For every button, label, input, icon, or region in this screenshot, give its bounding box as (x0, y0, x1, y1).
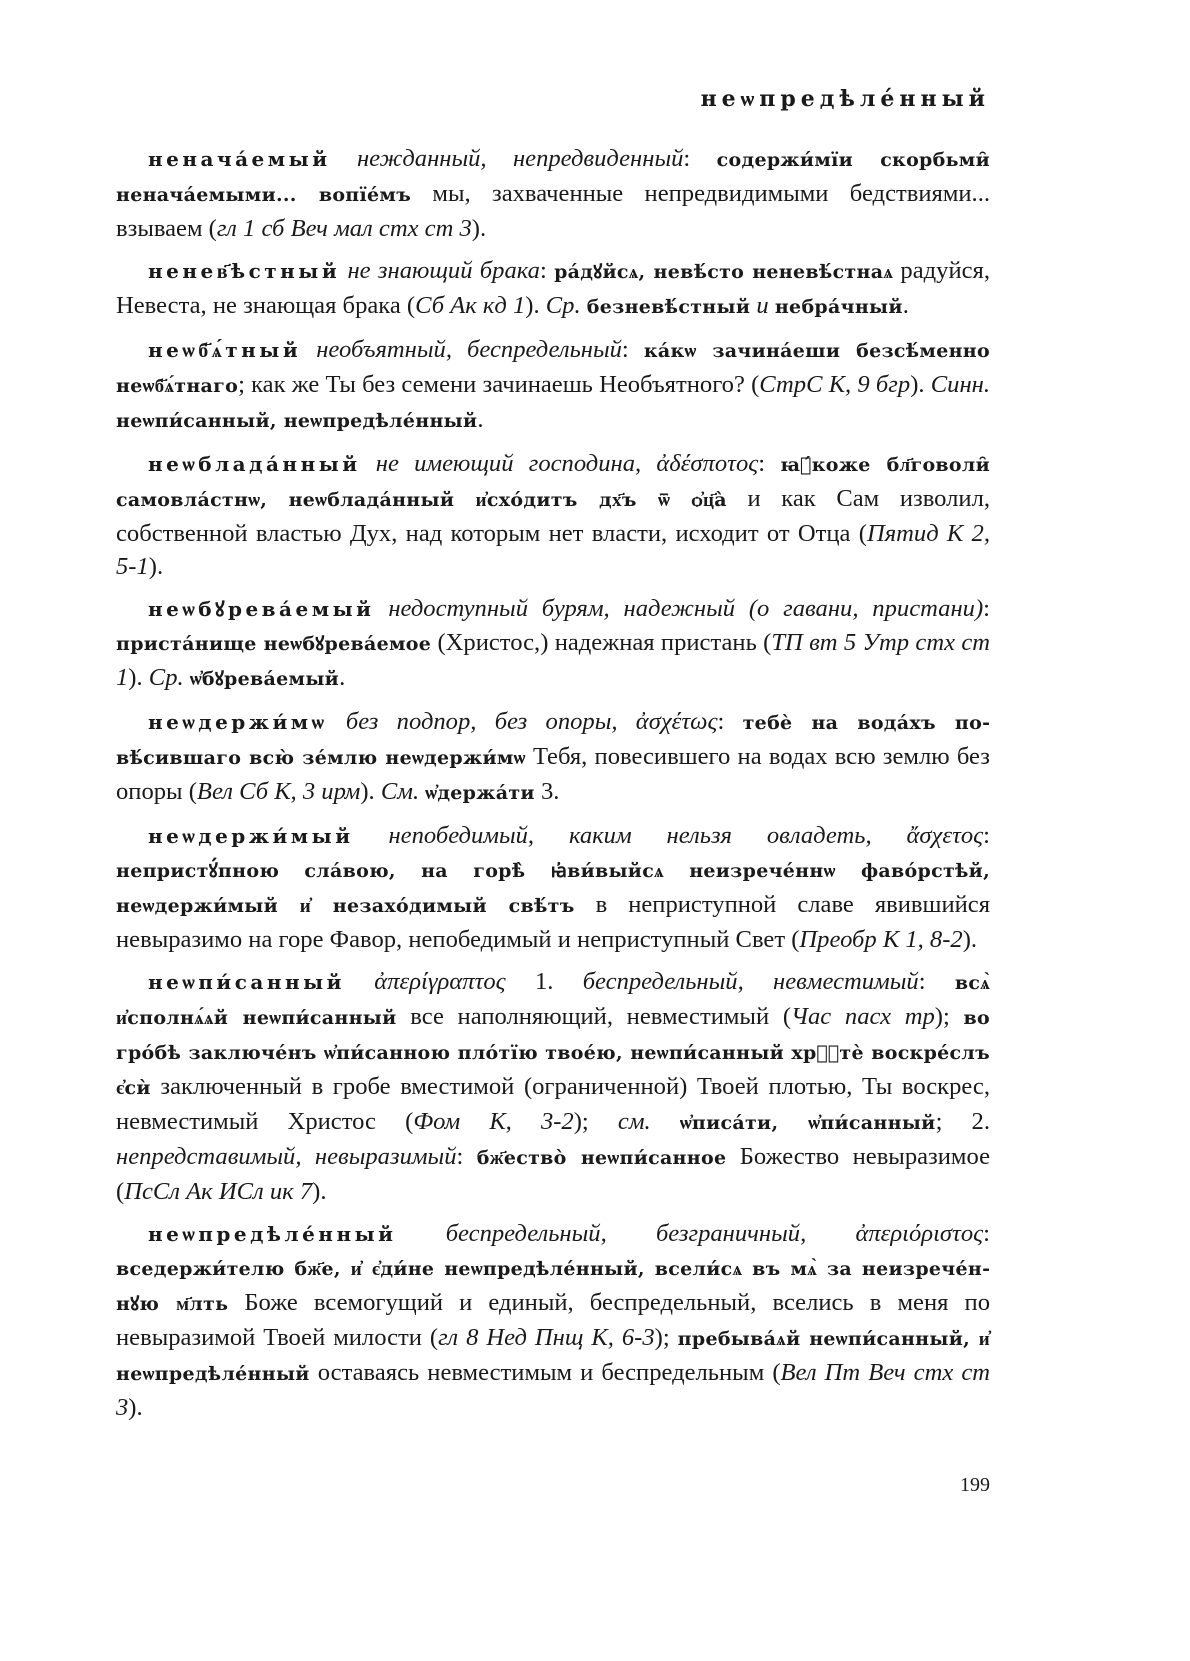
church-slavonic-text: ра́дꙋйсѧ, невѣ́сто неневѣ́стнаѧ (554, 261, 894, 283)
translation-text: Тебя, повесившего на водах всю землю без опоры ( (116, 743, 990, 805)
translation-text: ). (128, 664, 149, 691)
church-slavonic-text: тебѐ на вода́хъ повѣ́сившаго всю̀ зе́млю неѡдержи́мѡ (116, 712, 990, 769)
dictionary-entry (116, 965, 990, 1208)
translation-text: ). (148, 553, 164, 580)
translation-text: : (539, 257, 555, 284)
headword: неѡбꙋрева́емый (148, 597, 375, 621)
space (331, 145, 357, 172)
italic-gloss: см. (617, 1108, 651, 1135)
italic-gloss: беспредельный, безграничный, (445, 1220, 807, 1247)
translation-text: ). (962, 926, 978, 953)
translation-text: ; как же Ты без семени зачинаешь Необъятного? ( (238, 371, 760, 398)
translation-text: ). (128, 1394, 143, 1421)
italic-gloss: нежданный, непредвиденный (356, 145, 684, 172)
church-slavonic-text: небра́чный (774, 296, 903, 318)
translation-text: все наполняющий, невместимый ( (396, 1003, 792, 1030)
italic-gloss: и (756, 292, 769, 319)
translation-text (641, 450, 656, 477)
italic-gloss: необъятный, беспредельный (316, 336, 622, 363)
space (301, 336, 316, 363)
translation-text: и как Сам изволил, собственной властью Дух, над которым нет власти, исходит от Отца ( (116, 485, 990, 547)
dictionary-entries (116, 142, 990, 1433)
dictionary-entry (116, 705, 990, 810)
italic-gloss: Преобр К 1, 8-2 (799, 926, 963, 953)
italic-gloss: Вел Сб К, 3 ирм (196, 778, 361, 805)
italic-gloss: Вел Пт Веч стх ст 3 (116, 1359, 990, 1421)
italic-gloss: Ср. (545, 292, 581, 319)
translation-text: : (918, 968, 955, 995)
translation-text: ); (934, 1003, 964, 1030)
church-slavonic-text: ѡ҆держа́ти (425, 782, 535, 804)
headword: ненача́емый (148, 147, 331, 171)
greek-term: ἀπεριόριστος (855, 1220, 984, 1247)
headword: неѡдержи́мый (148, 824, 354, 848)
headword: неѡпи́санный (148, 970, 346, 994)
italic-gloss: ТП вт 5 Утр стх ст 1 (116, 629, 990, 691)
headword: ненев҃ѣстный (148, 259, 341, 283)
italic-gloss: гл 1 сб Веч мал стх ст 3 (216, 215, 472, 242)
space (361, 450, 376, 477)
translation-text: ); (573, 1108, 618, 1135)
italic-gloss: Пятид К 2, 5-1 (116, 520, 990, 580)
italic-gloss: не знающий брака (347, 257, 540, 284)
space (345, 968, 374, 995)
translation-text (651, 1108, 680, 1135)
dictionary-entry (116, 592, 990, 696)
translation-text: в неприступной славе явившийся невыразимо на горе Фавор, непобедимый и неприступный Свет ( (116, 891, 991, 953)
church-slavonic-text: непристꙋ́пною сла́вою, на горѣ̀ ꙗ҆ви́выйсѧ неизрече́ннѡ фаво́рстѣй, неѡдержи́мый и҆ незахо́димый свѣ́тъ (116, 860, 990, 917)
greek-term: ἀπερίγραπτος (374, 968, 506, 995)
translation-text: мы, захваченные непредвидимыми бедствиями... взываем ( (116, 180, 990, 242)
translation-text: ). (312, 1178, 327, 1205)
translation-text (806, 1220, 855, 1247)
italic-gloss: недоступный бурям, надежный (о гавани, пристани) (388, 595, 984, 622)
translation-text (618, 708, 636, 735)
translation-text: ; 2. (935, 1108, 990, 1135)
dictionary-page (116, 0, 990, 1661)
headword: неѡдержи́мѡ (148, 710, 328, 734)
italic-gloss: Синн. (930, 371, 991, 398)
church-slavonic-text: безневѣ́стный (586, 296, 751, 318)
translation-text: : (983, 595, 990, 622)
italic-gloss: Сб Ак кд 1 (415, 292, 526, 319)
dictionary-entry (116, 447, 990, 583)
italic-gloss: Ср. (148, 664, 184, 691)
dictionary-entry (116, 142, 990, 245)
church-slavonic-text: ѡ҆бꙋрева́емый (189, 668, 340, 690)
church-slavonic-text: ꙗ҆́коже бл҃говоли̑ самовла́стнѡ, неѡблада́нный и҆схо́дитъ дх҃ъ ѿ ѻ҆ц҃а̀ (116, 454, 990, 511)
italic-gloss: СтрС К, 9 бгр (759, 371, 911, 398)
space (328, 708, 346, 735)
translation-text: : (717, 708, 743, 735)
space (375, 595, 389, 622)
translation-text: 3. (534, 778, 560, 805)
translation-text: : (621, 336, 644, 363)
translation-text: : (983, 822, 990, 849)
greek-term: ἀσχέτως (635, 708, 718, 735)
church-slavonic-text: пристáнище неѡбꙋрева́емое (116, 633, 432, 655)
translation-text: оставаясь невместимым и беспредельным ( (309, 1359, 781, 1386)
italic-gloss: ПсСл Ак ИСл ик 7 (124, 1178, 313, 1205)
translation-text: ); (654, 1324, 678, 1351)
headword: неѡблада́нный (148, 452, 361, 476)
church-slavonic-text: ка́кѡ зачина́еши безсѣ́менно неѡб҃ѧ́тнаго (116, 340, 990, 397)
translation-text: ). (360, 778, 381, 805)
church-slavonic-text: всѧ̀ и҆сполнѧ́ѧй неѡпи́санный (116, 972, 991, 1029)
italic-gloss: беспредельный, невместимый (582, 968, 919, 995)
church-slavonic-text: пребыва́ѧй неѡпи́санный, и҆ неѡпредѣле́нный (116, 1328, 991, 1385)
dictionary-entry (116, 333, 990, 438)
church-slavonic-text: содержи́мїи скорбьми̑ ненача́емыми... вопїе́мъ (116, 149, 991, 206)
greek-term: ἀδέσποτος (656, 450, 759, 477)
italic-gloss: непредставимый, невыразимый (116, 1143, 457, 1170)
translation-text: : (456, 1143, 477, 1170)
translation-text: ). (525, 292, 546, 319)
church-slavonic-text: ѡ҆писа́ти, ѡ҆пи́санный (679, 1112, 936, 1134)
translation-text: : (983, 1220, 990, 1247)
page-number: 199 (960, 1474, 990, 1496)
running-head: неѡпредѣле́нный (700, 86, 990, 112)
dictionary-entry (116, 1217, 990, 1424)
translation-text: Боже всемогущий и единый, беспредельный, вселись в меня по невыразимой Твоей милости ( (116, 1289, 991, 1351)
italic-gloss: Фом К, 3-2 (413, 1108, 574, 1135)
italic-gloss: не имеющий господина, (375, 450, 642, 477)
dictionary-entry (116, 819, 990, 956)
translation-text: : (683, 145, 717, 172)
dictionary-entry (116, 254, 990, 324)
translation-text (872, 822, 907, 849)
translation-text: : (758, 450, 781, 477)
italic-gloss: См. (380, 778, 420, 805)
translation-text: радуйся, Невеста, не знающая брака ( (116, 257, 990, 319)
headword: неѡб҃ѧ́тный (148, 338, 302, 362)
space (354, 822, 389, 849)
space (396, 1220, 445, 1247)
translation-text: . (477, 406, 484, 433)
church-slavonic-text: во гро́бѣ заключе́нъ ѡ҆пи́санною пло́тїю твое́ю, неѡпи́санный хрⷭ҇тѐ воскре́слъ є҆сѝ (116, 1007, 990, 1099)
translation-text: . (902, 292, 909, 319)
italic-gloss: непобедимый, каким нельзя овладеть, (388, 822, 872, 849)
church-slavonic-text: бж҃ество̀ неѡпи́санное (476, 1147, 727, 1169)
church-slavonic-text: вседержи́телю бж҃е, и҆ є҆ди́не неѡпредѣле́нный, всели́сѧ въ мѧ̀ за неизрече́ннꙋю м҃лть (116, 1258, 990, 1315)
translation-text: ). (471, 215, 487, 242)
italic-gloss: Час пасх тр (791, 1003, 935, 1030)
translation-text: . (339, 664, 346, 691)
greek-term: ἄσχετος (906, 822, 984, 849)
translation-text: заключенный в гробе вместимой (ограниченной) Твоей плотью, Ты воскрес, невместимый Христос ( (116, 1073, 990, 1135)
translation-text: ). (910, 371, 931, 398)
italic-gloss: без подпор, без опоры, (345, 708, 618, 735)
church-slavonic-text: неѡпи́санный, неѡпредѣле́нный (116, 410, 478, 432)
translation-text: Божество невыразимое ( (116, 1143, 990, 1205)
translation-text: 1. (505, 968, 583, 995)
italic-gloss: гл 8 Нед Пнщ К, 6-3 (438, 1324, 655, 1351)
headword: неѡпредѣле́нный (148, 1222, 397, 1246)
translation-text: (Христос,) надежная пристань ( (431, 629, 772, 656)
